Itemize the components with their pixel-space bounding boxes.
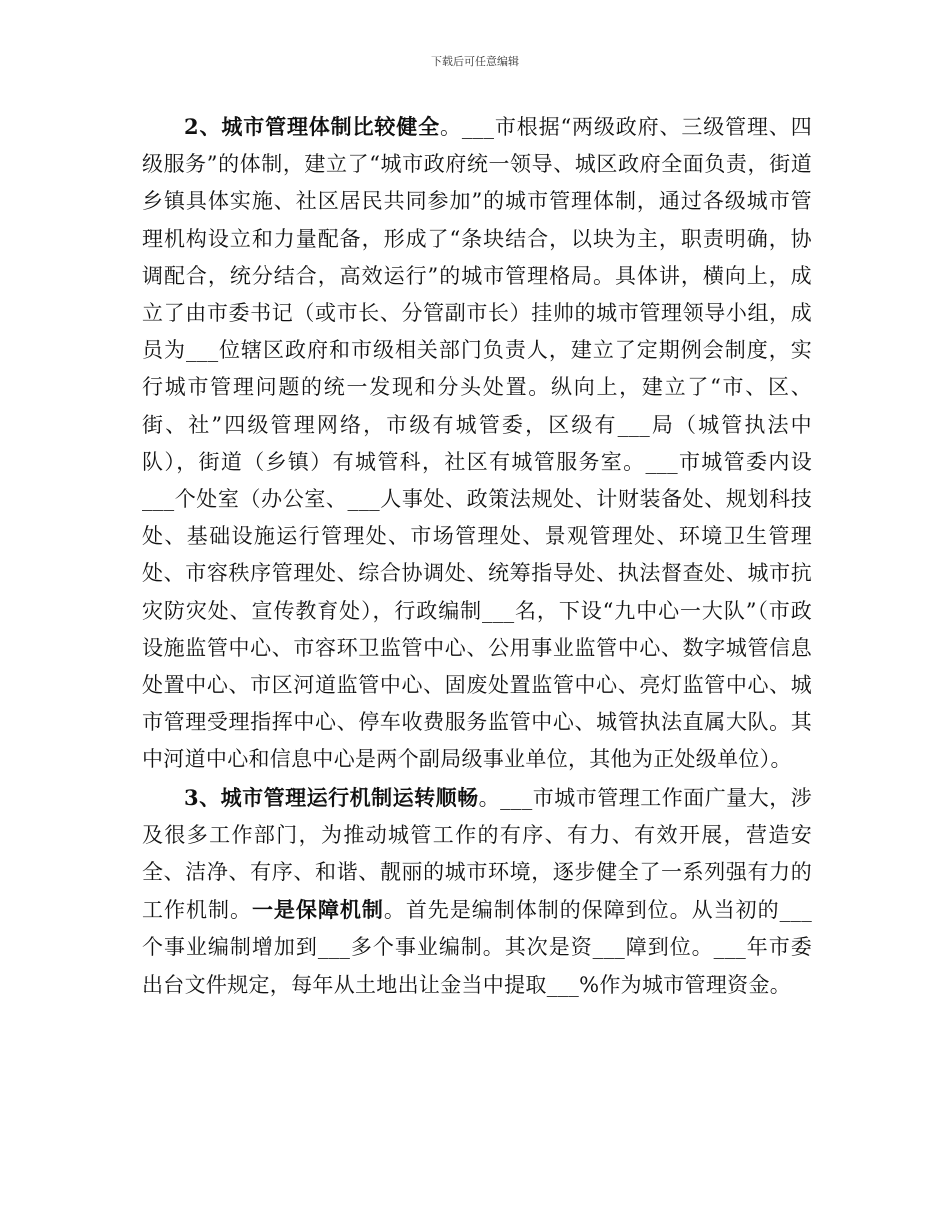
paragraph-text: 。___市城市管理工作面广量大，涉及很多工作部门，为推动城管工作的有序、有力、有效开展，营造安全、洁净、有序、和谐、靓丽的城市环境，逐步健全了一系列强有力的工作机制。 — [142, 785, 812, 923]
paragraph-urban-management-system — [142, 108, 812, 779]
paragraph-text: 。首先是编制体制的保障到位。从当初的___个事业编制增加到___多个事业编制。其次是资___障到位。___年市委出台文件规定，每年从土地出让金当中提取___%作为城市管理资金。 — [142, 898, 812, 997]
page-header: 下载后可任意编辑 — [431, 55, 519, 68]
paragraph-text: 。___市根据“两级政府、三级管理、四级服务”的体制，建立了“城市政府统一领导、城区政府全面负责，街道乡镇具体实施、社区居民共同参加”的城市管理体制，通过各级城市管理机构设立和力量配备，形成了“条块结合，以块为主，职责明确，协调配合，统分结合，高效运行”的城市管理格局。具体讲，横向上，成立了由市委书记（或市长、分管副市长）挂帅的城市管理领导小组，成员为___位辖区政府和市级相关部门负责人，建立了定期例会制度，实行城市管理问题的统一发现和分头处置。纵向上，建立了“市、区、街、社”四级管理网络，市级有城管委，区级有___局（城管执法中队），街道（乡镇）有城管科，社区有城管服务室。___市城管委内设___个处室（办公室、___人事处、政策法规处、计财装备处、规划科技处、基础设施运行管理处、市场管理处、景观管理处、环境卫生管理处、市容秩序管理处、综合协调处、统筹指导处、执法督查处、城市抗灾防灾处、宣传教育处），行政编制___名，下设“九中心一大队”（市政设施监管中心、市容环卫监管中心、公用事业监管中心、数字城管信息处置中心、市区河道监管中心、固废处置监管中心、亮灯监管中心、城市管理受理指挥中心、停车收费服务监管中心、城管执法直属大队。其中河道中心和信息中心是两个副局级事业单位，其他为正处级单位）。 — [142, 115, 813, 772]
document-body — [142, 108, 812, 1004]
paragraph-subheading: 一是保障机制 — [251, 897, 384, 923]
paragraph-operating-mechanism — [142, 779, 812, 1004]
paragraph-heading: 3、城市管理运行机制运转顺畅 — [184, 784, 479, 810]
paragraph-heading: 2、城市管理体制比较健全 — [184, 114, 441, 139]
